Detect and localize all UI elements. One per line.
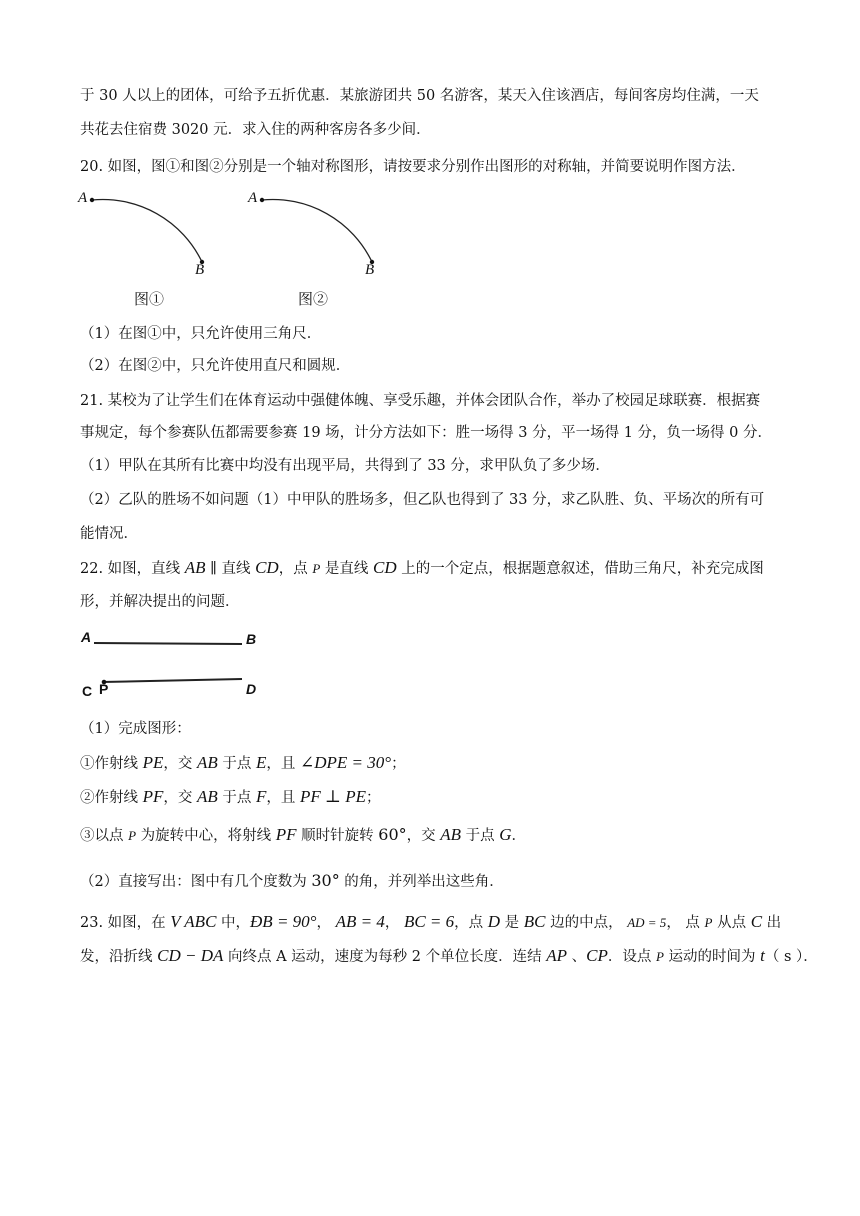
p20-stem: 20. 如图，图①和图②分别是一个轴对称图形，请按要求分别作出图形的对称轴，并简要说明作图方法． [80, 159, 746, 175]
fig2-label-a: A [248, 190, 258, 206]
p21-line-2: 事规定，每个参赛队伍都需要参赛 19 场，计分方法如下：胜一场得 3 分，平一场得 1 分，负一场得 0 分． [80, 425, 772, 441]
p22-stem-line-1: 22. 如图，直线 AB ∥ 直线 CD，点 P 是直线 CD 上的一个定点，根据题意叙述，借助三角尺，补充完成图 [80, 558, 764, 577]
p20-question-2: （2）在图②中，只允许使用直尺和圆规． [80, 358, 351, 374]
fig1-label-a: A [78, 190, 88, 206]
p21-question-2-line-2: 能情况． [80, 526, 138, 542]
p20-question-1: （1）在图①中，只允许使用三角尺． [80, 326, 322, 342]
fig-label-c: C [82, 683, 93, 699]
fig-label-d: D [246, 681, 257, 697]
fig1-label-b: B [195, 262, 205, 278]
fig1-caption: 图① [134, 290, 165, 308]
fig2-caption: 图② [298, 290, 329, 308]
p22-step-3: ③以点 P 为旋转中心，将射线 PF 顺时针旋转 60°，交 AB 于点 G． [80, 825, 527, 844]
p23-line-1: 23. 如图，在 V ABC 中，ÐB = 90°， AB = 4， BC = 6，点 D 是 BC 边的中点， AD = 5， 点 P 从点 C 出 [80, 912, 782, 931]
p22-question-1: （1）完成图形： [80, 721, 191, 737]
fig-label-b: B [246, 631, 257, 647]
p22-stem-line-2: 形，并解决提出的问题． [80, 594, 240, 610]
p19-line-1: 于 30 人以上的团体，可给予五折优惠．某旅游团共 50 名游客，某天入住该酒店，每间客房均住满，一天 [80, 88, 759, 104]
p22-step-1: ①作射线 PE，交 AB 于点 E，且 ∠DPE = 30°； [80, 753, 406, 772]
p22-step-2: ②作射线 PF，交 AB 于点 F，且 PF ⊥ PE； [80, 787, 381, 806]
p21-question-1: （1）甲队在其所有比赛中均没有出现平局，共得到了 33 分，求甲队负了多少场． [80, 458, 610, 474]
fig-label-a: A [81, 629, 92, 645]
p19-line-2: 共花去住宿费 3020 元．求入住的两种客房各多少间． [80, 122, 431, 138]
fig2-label-b: B [365, 262, 375, 278]
fig-label-p: P [99, 681, 109, 697]
p21-line-1: 21. 某校为了让学生们在体育运动中强健体魄、享受乐趣，并体会团队合作，举办了校园足球联赛．根据赛 [80, 393, 761, 409]
p23-line-2: 发，沿折线 CD − DA 向终点 A 运动，速度为每秒 2 个单位长度．连结 AP 、CP．设点 P 运动的时间为 t（ s ）． [80, 946, 818, 965]
p21-question-2-line-1: （2）乙队的胜场不如问题（1）中甲队的胜场多，但乙队也得到了 33 分，求乙队胜、负、平场次的所有可 [80, 492, 765, 508]
p22-question-2: （2）直接写出：图中有几个度数为 30° 的角，并列举出这些角． [80, 871, 504, 890]
